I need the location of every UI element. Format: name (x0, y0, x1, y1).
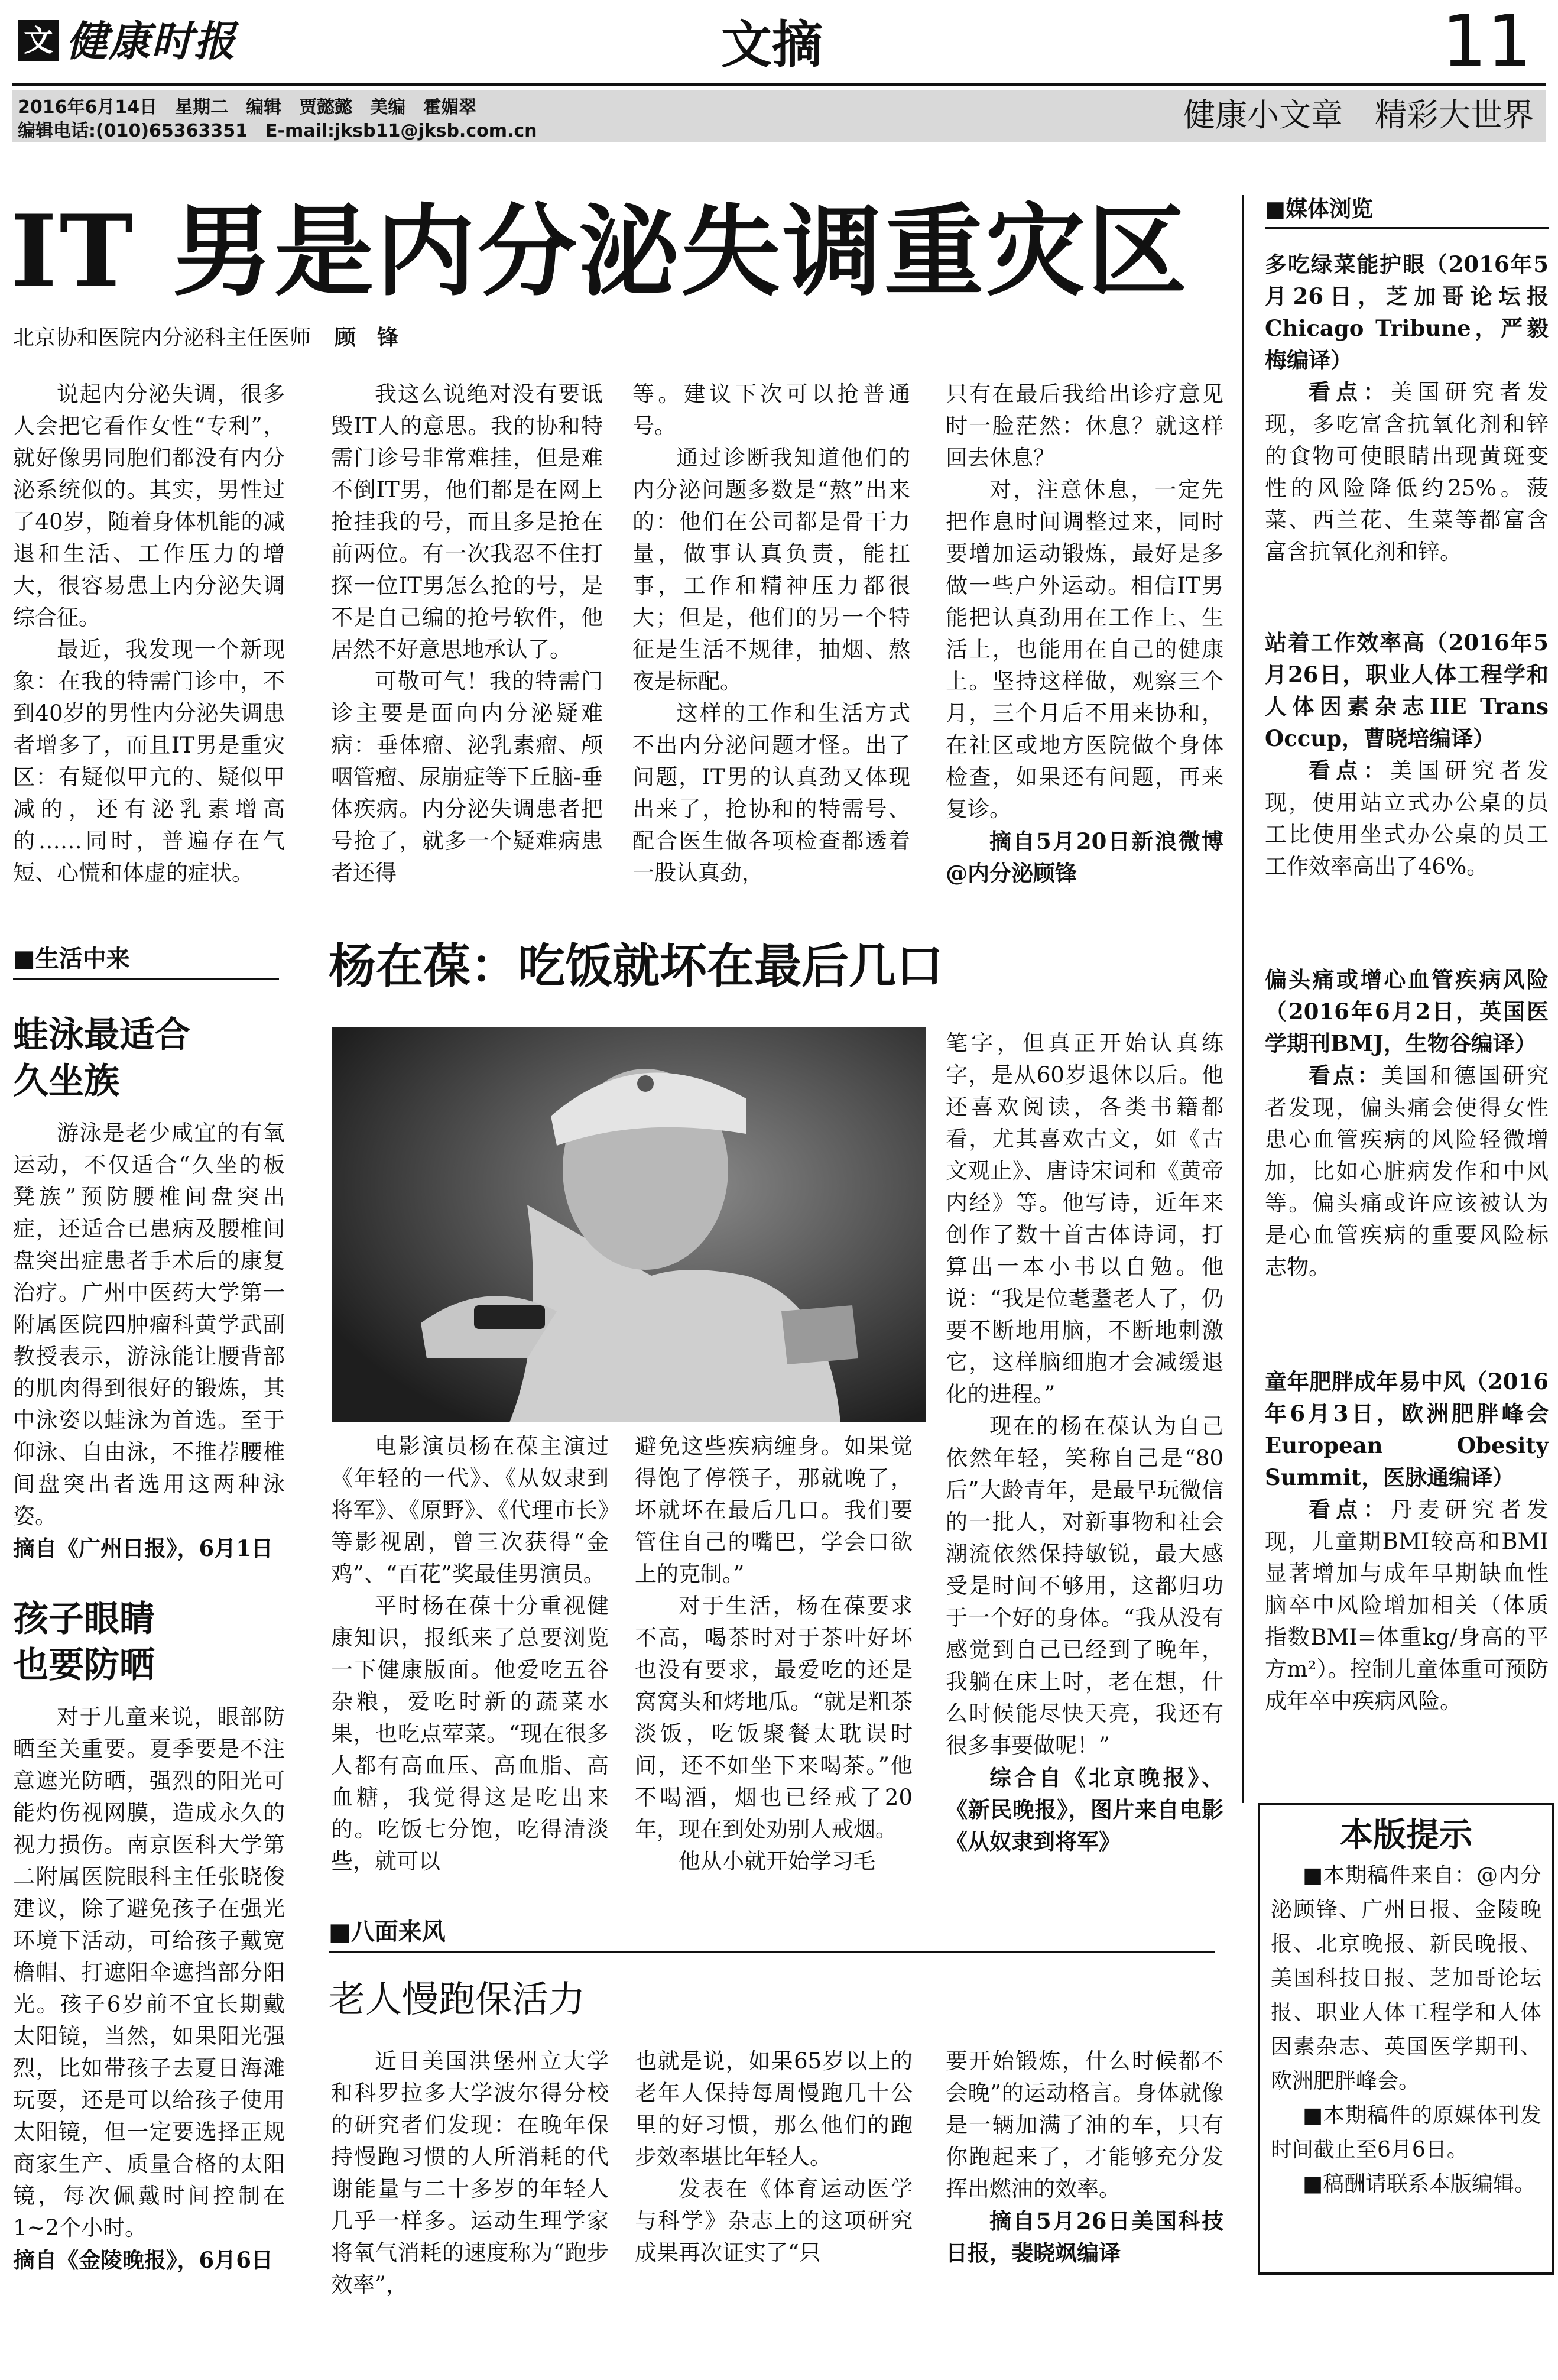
media-item-3 (1265, 964, 1549, 1283)
media-item-2 (1265, 627, 1549, 883)
media-item-4 (1265, 1366, 1549, 1717)
paragraph: 笔字，但真正开始认真练字，是从60岁退休以后。他还喜欢阅读，各类书籍都看，尤其喜欢古文，如《古文观止》、唐诗宋词和《黄帝内经》等。他写诗，近年来创作了数十首古体诗词，打算出一本小书以自勉。他说：“我是位耄耋老人了，仍要不断地用脑，不断地刺激它，这样脑细胞才会减缓退化的进程。” (946, 1030, 1223, 1407)
lead-col-1 (13, 378, 285, 889)
eyes-title (13, 1596, 279, 1688)
media-item-title: 偏头痛或增心血管疾病风险（2016年6月2日，英国医学期刊BMJ，生物谷编译） (1265, 967, 1549, 1056)
jog-col-2 (635, 2045, 913, 2269)
paragraph: 通过诊断我知道他们的内分泌问题多数是“熬”出来的：他们在公司都是骨干力量，做事认真负责，能扛事，工作和精神压力都很大；但是，他们的另一个特征是生活不规律，抽烟、熬夜是标配。 (632, 445, 910, 694)
swim-title-line-2: 久坐族 (13, 1061, 119, 1102)
paragraph: 平时杨在葆十分重视健康知识，报纸来了总要浏览一下健康版面。他爱吃五谷杂粮，爱吃时新的蔬菜水果，也吃点荤菜。“现在很多人都有高血压、高血脂、高血糖，我觉得这是吃出来的。吃饭七分饱，吃得清淡些，就可以 (331, 1593, 609, 1874)
tips-paragraph: ■稿酬请联系本版编辑。 (1303, 2172, 1536, 2196)
contact-info: 编辑电话:(010)65363351 E-mail:jksb11@jksb.com.cn (18, 121, 537, 141)
paper-logo (18, 20, 59, 61)
actor-photo (332, 1027, 926, 1422)
jog-title: 老人慢跑保活力 (329, 1977, 586, 2021)
media-item-body: 美国研究者发现，使用站立式办公桌的员工比使用坐式办公桌的员工工作效率高出了46%。 (1265, 758, 1549, 879)
paragraph: 说起内分泌失调，很多人会把它看作女性“专利”，就好像男同胞们都没有内分泌系统似的。其实，男性过了40岁，随着身体机能的减退和生活、工作压力的增大，很容易患上内分泌失调综合征。 (13, 381, 285, 630)
media-item-label: 看点： (1309, 379, 1391, 405)
byline-name: 顾 锋 (335, 325, 399, 350)
lead-col-4 (946, 378, 1223, 889)
source-line: 综合自《北京晚报》、《新民晚报》，图片来自电影《从奴隶到将军》 (946, 1765, 1223, 1854)
swim-title (13, 1012, 279, 1104)
jog-col-3 (946, 2045, 1223, 2269)
media-item-title: 站着工作效率高（2016年5月26日，职业人体工程学和人体因素杂志IIE Trans Occup，曹晓培编译） (1265, 630, 1549, 751)
eight-section-head: ■八面来风 (329, 1915, 1215, 1953)
page-number: 11 (1442, 1, 1532, 83)
media-item-body: 美国研究者发现，多吃富含抗氧化剂和锌的食物可使眼睛出现黄斑变性的风险降低约25%。菠菜、西兰花、生菜等都富含富含抗氧化剂和锌。 (1265, 380, 1549, 565)
media-section-head: ■媒体浏览 (1265, 193, 1549, 229)
paragraph: 要开始锻炼，什么时候都不会晚”的运动格言。身体就像是一辆加满了油的车，只有你跑起来了，才能够充分发挥出燃油的效率。 (946, 2048, 1223, 2201)
swim-title-line-1: 蛙泳最适合 (13, 1014, 190, 1056)
sidebar-rule (1242, 195, 1244, 1803)
swim-article (13, 1117, 285, 1564)
media-item-1 (1265, 248, 1549, 568)
paragraph: 对，注意休息，一定先把作息时间调整过来，同时要增加运动锻炼，最好是多做一些户外运动。相信IT男能把认真劲用在工作上、生活上，也能用在自己的健康上。坚持这样做，观察三个月，三个月后不用来协和，在社区或地方医院做个身体检查，如果还有问题，再来复诊。 (946, 477, 1223, 822)
paragraph: 对于生活，杨在葆要求不高，喝茶时对于茶叶好坏也没有要求，最爱吃的还是窝窝头和烤地瓜。“就是粗茶淡饭，吃饭聚餐太耽误时间，还不如坐下来喝茶。”他不喝酒，烟也已经戒了20年，现在到处劝别人戒烟。 (635, 1593, 913, 1842)
top-rule (12, 83, 1546, 86)
paragraph: 避免这些疾病缠身。如果觉得饱了停筷子，那就晚了，坏就坏在最后几口。我们要管住自己的嘴巴，学会口欲上的克制。” (635, 1434, 913, 1587)
yang-col-a (331, 1431, 609, 1878)
source-line: 摘自5月26日美国科技日报，裴晓飒编译 (946, 2208, 1223, 2266)
media-item-label: 看点： (1309, 1496, 1391, 1522)
paragraph: 我这么说绝对没有要诋毁IT人的意思。我的协和特需门诊号非常难挂，但是难不倒IT男，他们都是在网上抢挂我的号，而且多是抢在前两位。有一次我忍不住打探一位IT男怎么抢的号，是不是自己编的抢号软件，他居然不好意思地承认了。 (331, 381, 603, 662)
yang-col-b (635, 1431, 913, 1878)
edition-info: 2016年6月14日 星期二 编辑 贾懿懿 美编 霍媚翠 (18, 97, 477, 118)
paragraph: 也就是说，如果65岁以上的老年人保持每周慢跑几十公里的好习惯，那么他们的跑步效率堪比年轻人。 (635, 2048, 913, 2170)
life-section-head: ■生活中来 (13, 942, 279, 980)
yang-col-right (946, 1027, 1223, 1857)
paragraph: 最近，我发现一个新现象：在我的特需门诊中，不到40岁的男性内分泌失调患者增多了，而且IT男是重灾区：有疑似甲亢的、疑似甲减的，还有泌乳素增高的……同时，普遍存在气短、心慌和体虚的症状。 (13, 637, 285, 886)
media-item-body: 丹麦研究者发现，儿童期BMI较高和BMI显著增加与成年早期缺血性脑卒中风险增加相关（体质指数BMI=体重kg/身高的平方m²）。控制儿童体重可预防成年卒中疾病风险。 (1265, 1497, 1549, 1714)
paragraph: 发表在《体育运动医学与科学》杂志上的这项研究成果再次证实了“只 (635, 2176, 913, 2265)
media-item-title: 童年肥胖成年易中风（2016年6月3日，欧洲肥胖峰会European Obesity Summit，医脉通编译） (1265, 1369, 1549, 1490)
eyes-title-line-2: 也要防晒 (13, 1645, 155, 1686)
lead-col-3 (632, 378, 910, 889)
paragraph: 他从小就开始学习毛 (679, 1849, 875, 1874)
paragraph: 现在的杨在葆认为自己依然年轻，笑称自己是“80后”大龄青年，是最早玩微信的一批人，对新事物和社会潮流依然保持敏锐，最大感受是时间不够用，这都归功于一个好的身体。“我从没有感觉到自己已经到了晚年，我躺在床上时，老在想，什么时候能尽快天亮，我还有很多事要做呢！” (946, 1413, 1223, 1758)
paragraph: 近日美国洪堡州立大学和科罗拉多大学波尔得分校的研究者们发现：在晚年保持慢跑习惯的人所消耗的代谢能量与二十多岁的年轻人几乎一样多。运动生理学家将氧气消耗的速度称为“跑步效率”， (331, 2048, 609, 2297)
section-title: 文摘 (721, 15, 823, 74)
actor-photo-image (332, 1027, 926, 1422)
paper-name: 健康时报 (66, 17, 236, 66)
source-line: 摘自《金陵晚报》，6月6日 (13, 2247, 273, 2273)
paragraph: 电影演员杨在葆主演过《年轻的一代》、《从奴隶到将军》、《原野》、《代理市长》等影视剧，曾三次获得“金鸡”、“百花”奖最佳男演员。 (331, 1434, 609, 1587)
paragraph: 只有在最后我给出诊疗意见时一脸茫然：休息？就这样回去休息？ (946, 381, 1223, 471)
tips-paragraph: ■本期稿件来自：@内分泌顾锋、广州日报、金陵晚报、北京晚报、新民晚报、美国科技日报、芝加哥论坛报、职业人体工程学和人体因素杂志、英国医学期刊、欧洲肥胖峰会。 (1271, 1863, 1541, 2093)
paragraph: 这样的工作和生活方式不出内分泌问题才怪。出了问题，IT男的认真劲又体现出来了，抢协和的特需号、配合医生做各项检查都透着一股认真劲， (632, 701, 910, 886)
slogan: 健康小文章 精彩大世界 (1183, 96, 1534, 134)
paragraph: 对于儿童来说，眼部防晒至关重要。夏季要是不注意遮光防晒，强烈的阳光可能灼伤视网膜，造成永久的视力损伤。南京医科大学第二附属医院眼科主任张晓俊建议，除了避免孩子在强光环境下活动，可给孩子戴宽檐帽、打遮阳伞遮挡部分阳光。孩子6岁前不宜长期戴太阳镜，当然，如果阳光强烈，比如带孩子去夏日海滩玩耍，还是可以给孩子使用太阳镜，但一定要选择正规商家生产、质量合格的太阳镜，每次佩戴时间控制在1~2个小时。 (13, 1704, 285, 2240)
eyes-article (13, 1701, 285, 2276)
media-item-label: 看点： (1309, 757, 1391, 783)
tips-box (1258, 1803, 1554, 2275)
media-item-title: 多吃绿菜能护眼（2016年5月26日，芝加哥论坛报Chicago Tribune，严毅梅编译） (1265, 251, 1549, 373)
lead-headline: IT 男是内分泌失调重灾区 (11, 193, 1190, 310)
lead-byline (13, 323, 398, 353)
eyes-title-line-1: 孩子眼睛 (13, 1598, 155, 1640)
paragraph: 可敬可气！我的特需门诊主要是面向内分泌疑难病：垂体瘤、泌乳素瘤、颅咽管瘤、尿崩症等下丘脑-垂体疾病。内分泌失调患者把号抢了，就多一个疑难病患者还得 (331, 669, 603, 886)
yang-title: 杨在葆：吃饭就坏在最后几口 (329, 938, 943, 994)
media-item-label: 看点： (1309, 1062, 1381, 1088)
tips-body (1260, 1859, 1552, 2201)
paragraph: 游泳是老少咸宜的有氧运动，不仅适合“久坐的板凳族”预防腰椎间盘突出症，还适合已患病及腰椎间盘突出症患者手术后的康复治疗。广州中医药大学第一附属医院四肿瘤科黄学武副教授表示，游泳能让腰背部的肌肉得到很好的锻炼，其中泳姿以蛙泳为首选。至于仰泳、自由泳，不推荐腰椎间盘突出者选用这两种泳姿。 (13, 1120, 285, 1529)
tips-paragraph: ■本期稿件的原媒体刊发时间截止至6月6日。 (1271, 2103, 1541, 2162)
source-line: 摘自5月20日新浪微博@内分泌顾锋 (946, 828, 1223, 886)
byline-org: 北京协和医院内分泌科主任医师 (13, 326, 311, 350)
media-item-body: 美国和德国研究者发现，偏头痛会使得女性患心血管疾病的风险轻微增加，比如心脏病发作和中风等。偏头痛或许应该被认为是心血管疾病的重要风险标志物。 (1265, 1063, 1549, 1280)
lead-col-2 (331, 378, 603, 889)
tips-title: 本版提示 (1340, 1815, 1472, 1854)
paragraph: 等。建议下次可以抢普通号。 (632, 381, 910, 439)
jog-col-1 (331, 2045, 609, 2301)
source-line: 摘自《广州日报》，6月1日 (13, 1535, 273, 1561)
logo-glyph: 文 (24, 23, 53, 58)
